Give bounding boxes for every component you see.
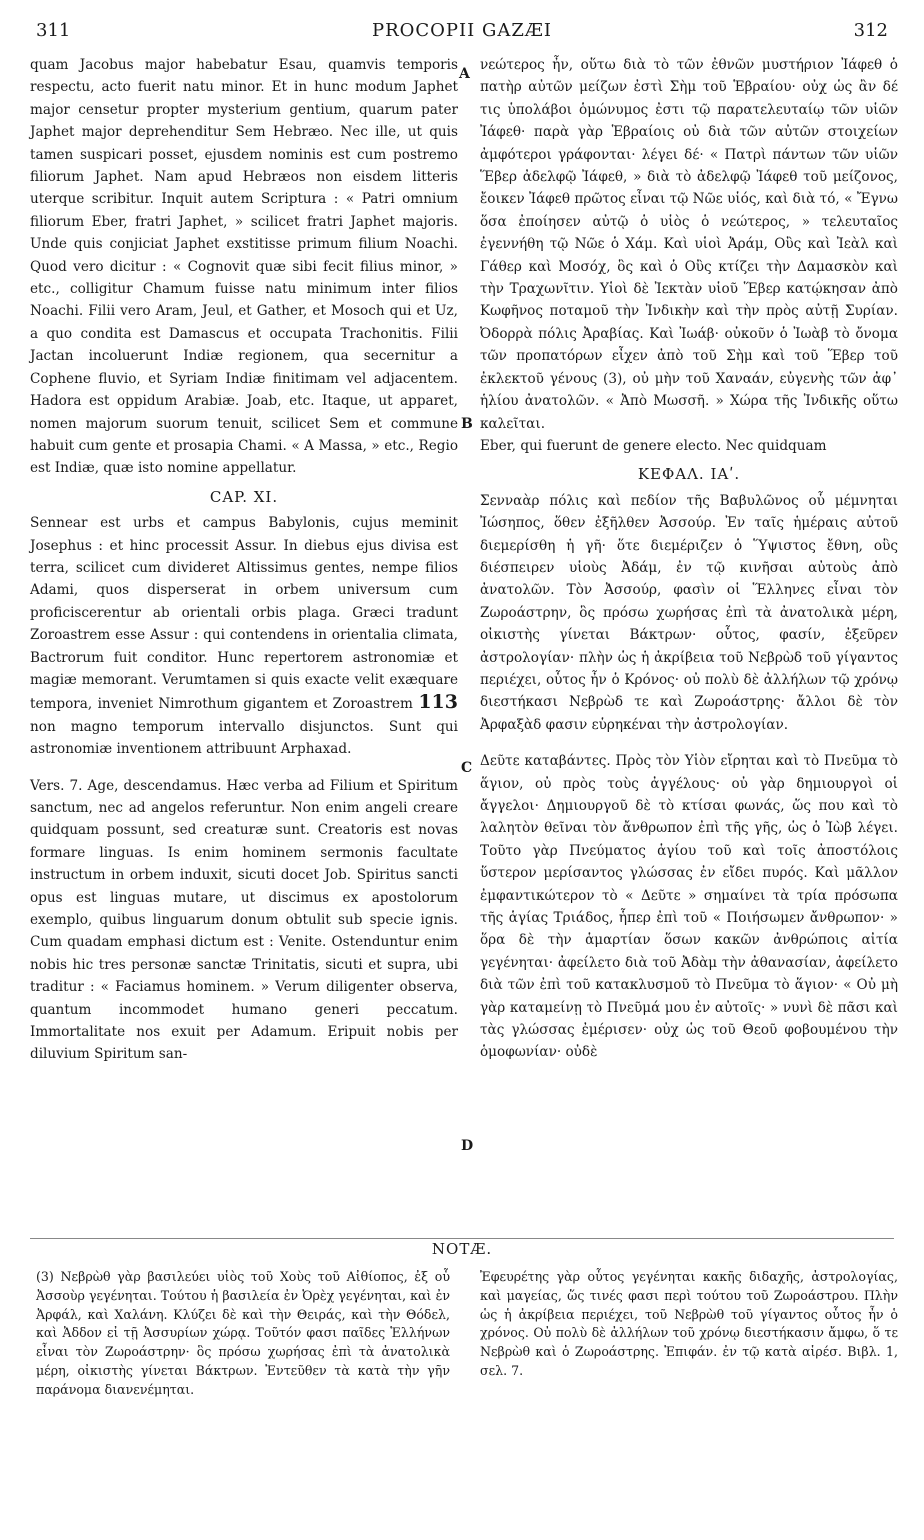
latin-chapter-heading: CAP. XI. [209, 487, 279, 506]
greek-paragraph-3: Δεῦτε καταβάντες. Πρὸς τὸν Υἱὸν εἴρηται καὶ τὸ Πνεῦμα τὸ ἅγιον, οὐ πρὸς τοὺς ἀγγέλους· οὐ γὰρ δημιουργοὶ οἱ ἄγγελοι· Δημιουργοῦ δὲ τὸ κτίσαι φωνάς, ὥς που καὶ τὸ λαλητὸν θεῖναι τὸν ἄνθρωπον ἐπὶ τῆς γῆς, ὡς ὁ Ἰὼβ λέγει. Τοῦτο γὰρ Πνεύματος ἁγίου τοῦ καὶ τοῖς ἀποστόλοις ὕστερον μερίσαντος γλώσσας ἐν εἴδει πυρός. Καὶ μᾶλλον ἐμφαντικώτερον τὸ « Δεῦτε » σημαίνει τὰ τρία πρόσωπα τῆς ἁγίας Τριάδος, ἧπερ ἐπὶ τοῦ « Ποιήσωμεν ἄνθρωπον· » ὅρα δὲ τὴν ἁμαρτίαν ὅσων κακῶν ἀνθρώποις αἰτία γεγένηται· ἀφείλετο διὰ τοῦ Ἀδὰμ τὴν ἀθανασίαν, ἀφείλετο διὰ τῶν ἐπὶ τοῦ κατακλυσμοῦ τὸ Πνεῦμα τὸ ἅγιον· « Οὐ μὴ γὰρ καταμείνῃ τὸ Πνεῦμά μου ἐν αὐτοῖς· » νυνὶ δὲ πᾶσι καὶ τὰς γλώσσας ἐμέρισεν· οὐχ ὡς τοῦ Θεοῦ φοβουμένου τὴν ὁμοφωνίαν· οὐδὲ [480, 753, 898, 1061]
footnote-left: (3) Νεβρὼθ γὰρ βασιλεύει υἱὸς τοῦ Χοὺς τοῦ Αἰθίοπος, ἐξ οὗ Ἀσσοὺρ γεγένηται. Τούτου ἡ βασιλεία ἐν Ὀρὲχ γεγένηται, καὶ ἐν Ἀρφάλ, καὶ Χαλάνη. Κλύζει δὲ καὶ τὴν Θειράς, καὶ τὴν Θόδελ, καὶ Ἀδδον εἰ τῇ Ἀσσυρίων χώρᾳ. Τοῦτόν φασι παῖδες Ἑλλήνων εἶναι τὸν Ζωροάστρην· ὃς πρόσω χωρήσας ἐπὶ τὰ ἀνατολικὰ μέρη, οἰκιστὴς γίνεται Βάκτρων. Ἐντεῦθεν τὰ κατὰ τὴν γῆν παράνομα διανενέμηται. [36, 1269, 450, 1397]
section-marker-b: B [461, 416, 473, 432]
greek-chapter-heading: ΚΕΦΑΛ. ΙΑʹ. [637, 465, 741, 484]
section-marker-d: D [461, 1138, 474, 1154]
footnote-right: Ἐφευρέτης γὰρ οὗτος γεγένηται κακῆς διδαχῆς, ἀστρολογίας, καὶ μαγείας, ὥς τινές φασι περὶ τούτου τοῦ Ζωροάστρου. Πλὴν ὡς ἡ ἀκρίβεια περιέχει, τοῦ Νεβρὼθ τοῦ γίγαντος οὗτος ἦν ὁ χρόνος. Οὐ πολὺ δὲ ἀλλήλων τοῦ χρόνῳ διεστήκασιν ἄμφω, ὅ τε Νεβρὼθ καὶ ὁ Ζωροάστρης. Ἐπιφάν. ἐν τῷ κατὰ αἱρέσ. Βιβλ. 1, σελ. 7. [480, 1269, 898, 1378]
notes-heading: NOTÆ. [431, 1240, 493, 1258]
latin-paragraph-2 [30, 512, 458, 760]
latin-paragraph-2-text-a: Sennear est urbs et campus Babylonis, cujus meminit Josephus : et hinc processit Assur. In diebus ejus divisa est terra, scilicet cum divideret Altissimus gentes, nempe filios Adami, quos disperserat in orbem universum cum proficiscerentur ab orientali orbis plaga. Græci tradunt Zoroastrem esse Assur : qui contendens in orientalia climata, Bactrorum fuit conditor. Hunc repertorem astronomiæ et magiæ memorant. Verumtamen si quis exacte velit exæquare tempora, inveniet Nimrothum gigantem et Zoroastrem [30, 515, 458, 713]
latin-paragraph-1: quam Jacobus major habebatur Esau, quamvis temporis respectu, acto fuerit natu minor. Et in hunc modum Japhet major censetur propter mysterium gentium, quarum pater Japhet major deprehenditur Sem Hebræo. Nec ille, ut quis tamen suspicari posset, ejusdem nominis est cum postremo filiorum Japhet. Nam apud Hebræos non eisdem litteris uterque scribitur. Inquit autem Scriptura : « Patri omnium filiorum Eber, fratri Japhet, » scilicet fratri Japhet majoris. Unde quis conjiciat Japhet exstitisse primum filium Noachi. Quod vero dicitur : « Cognovit quæ sibi fecit filius minor, » etc., colligitur Chamum fuisse natu minimum inter filios Noachi. Filii vero Aram, Jeul, et Gather, et Mosoch qui et Uz, a quo condita est Damascus et occupata Trachonitis. Filii Jactan incoluerunt Indiæ regionem, qua secernitur a Cophene fluvio, et Syriam Indiæ finitimam vel adjacentem. Hadora est oppidum Arabiæ. Joab, etc. Itaque, ut apparet, nomen majorum suorum tenuit, scilicet Sem et commune habuit cum gente et prosapia Chami. « A Massa, » etc., Regio est Indiæ, quæ isto nomine appellatur. [30, 57, 458, 477]
running-header [30, 16, 894, 46]
section-marker-a: A [459, 66, 470, 82]
latin-column [30, 54, 458, 1066]
notes-divider [30, 1238, 894, 1239]
running-title: PROCOPII GAZÆI [371, 20, 553, 41]
page-number-right: 312 [853, 20, 888, 41]
latin-paragraph-2-text-b: non magno temporum intervallo disjunctos. Sunt qui astronomiæ inventionem attribuunt Arphaxad. [30, 718, 458, 758]
greek-paragraph-2: Σενναὰρ πόλις καὶ πεδίον τῆς Βαβυλῶνος οὗ μέμνηται Ἰώσηπος, ὅθεν ἐξῆλθεν Ἀσσούρ. Ἐν ταῖς ἡμέραις αὐτοῦ διεμερίσθη ἡ γῆ· ὅτε διεμέριζεν ὁ Ὕψιστος ἔθνη, οὓς διέσπειρεν υἱοὺς Ἀδάμ, ἐν τῷ κινῆσαι αὐτοὺς ἀπὸ ἀνατολῶν. Τὸν Ἀσσούρ, φασὶν οἱ Ἕλληνες εἶναι τὸν Ζωροάστρην, ὃς πρόσω χωρήσας ἐπὶ τὰ ἀνατολικὰ μέρη, οἰκιστὴς γίνεται Βάκτρων· οὗτος, φασίν, ἐξεῦρεν ἀστρολογίαν· πλὴν ὡς ἡ ἀκρίβεια τοῦ Νεβρὼδ τοῦ γίγαντος περιέχει, οὗτος ἦν ὁ Κρόνος· οὐ πολὺ δὲ ἀλλήλων τῷ χρόνῳ διεστήκασι Νεβρὼδ τε καὶ Ζωροάστρης· ἄλλοι δὲ τὸν Ἀρφαξὰδ φασιν εὑρηκέναι τὴν ἀστρολογίαν. [480, 492, 898, 733]
greek-paragraph-1: νεώτερος ἦν, οὕτω διὰ τὸ τῶν ἐθνῶν μυστήριον Ἰάφεθ ὁ πατὴρ αὐτῶν μείζων ἐστὶ Σὴμ τοῦ Ἑβραίου· οὐχ ὡς ἂν δέ τις ὑπολάβοι ὁμώνυμος ἐστι τῷ παρατελευταίῳ τῶν υἱῶν Ἰάφεθ· παρὰ γὰρ Ἑβραίοις οὐ διὰ τῶν αὐτῶν στοιχείων ἀμφότεροι γράφονται· λέγει δέ· « Πατρὶ πάντων τῶν υἱῶν Ἕβερ ἀδελφῷ Ἰάφεθ, » διὰ τὸ ἀδελφῷ Ἰάφεθ τοῦ μείζονος, ἔοικεν Ἰάφεθ πρῶτος εἶναι τῷ Νῶε υἱός, καὶ διὰ τό, « Ἔγνω ὅσα ἐποίησεν αὐτῷ ὁ υἱὸς ὁ νεώτερος, » τελευταῖος ἐγεννήθη τῷ Νῶε ὁ Χάμ. Καὶ υἱοὶ Ἀράμ, Οὒς καὶ Ἰεὰλ καὶ Γάθερ καὶ Μοσόχ, ὃς καὶ ὁ Οὒς κτίζει τὴν Δαμασκὸν καὶ τὴν Τραχωνῖτιν. Υἱοὶ δὲ Ἰεκτὰν υἱοῦ Ἕβερ κατῴκησαν ἀπὸ Κωφῆνος ποταμοῦ τὴν Ἰνδικὴν καὶ τὴν πρὸς αὐτῇ Συρίαν. Ὀδορρὰ πόλις Ἀραβίας. Καὶ Ἰωάβ· οὐκοῦν ὁ Ἰωὰβ τὸ ὄνομα τῶν προπατόρων εἶχεν ἀπὸ τοῦ Σὴμ καὶ τοῦ Ἕβερ τοῦ ἐκλεκτοῦ γένους (3), οὐ μὴν τοῦ Χαναάν, εὐγενὴς τῶν ἀφ᾽ ἡλίου ἀνατολῶν. « Ἀπὸ Μωσσῆ. » Χώρα τῆς Ἰνδικῆς οὕτω καλεῖται. [480, 57, 898, 432]
page-number-left: 311 [36, 20, 71, 41]
greek-column [480, 54, 898, 1064]
latin-continuation: Eber, qui fuerunt de genere electo. Nec quidquam [480, 437, 827, 454]
section-marker-c: C [461, 760, 473, 776]
latin-paragraph-3: Vers. 7. Age, descendamus. Hæc verba ad Filium et Spiritum sanctum, nec ad angelos referuntur. Non enim angeli creare quidquam possunt, sed creaturæ sunt. Creatoris est novas formare linguas. Is enim hominem sermonis facultate instructum in orbem induxit, sicuti docet Job. Spiritus sancti opus est linguas mutare, ut discimus ex apostolorum exemplo, quibus linguarum donum obtulit sub specie ignis. Cum quadam emphasi dictum est : Venite. Ostenduntur enim nobis hic tres personæ sanctæ Trinitatis, sicuti et supra, ubi traditur : « Faciamus hominem. » Verum diligenter observa, quantum incommodet humano generi peccatum. Immortalitate nos exuit per Adamum. Eripuit nobis per diluvium Spiritum san- [30, 777, 458, 1063]
folio-number: 113 [418, 691, 458, 714]
